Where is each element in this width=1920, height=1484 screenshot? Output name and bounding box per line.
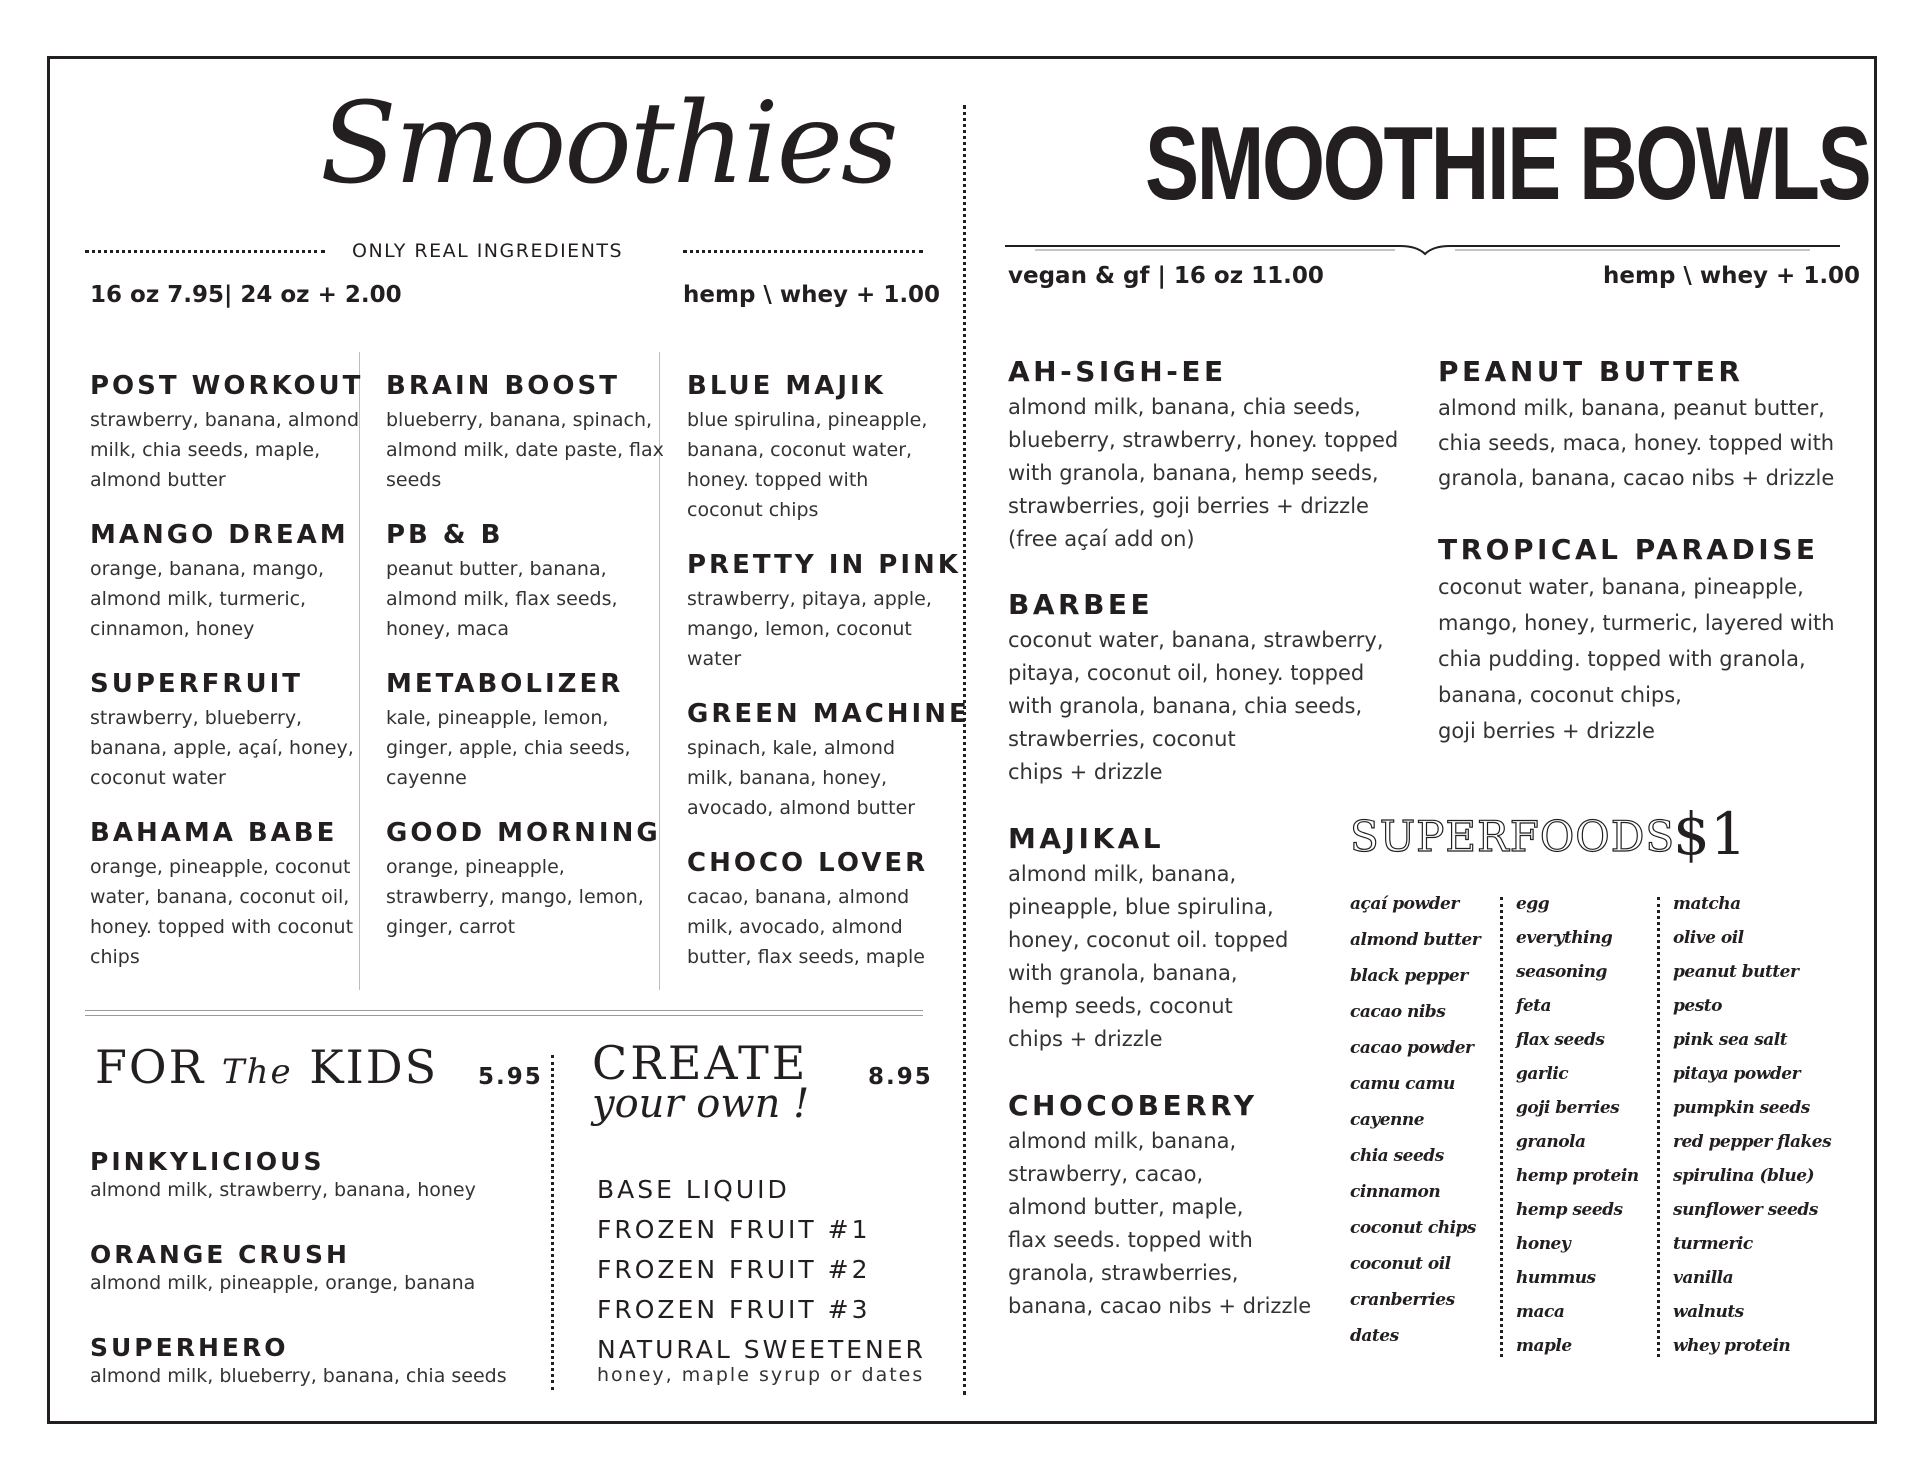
item-desc: coconut water, banana, strawberry, pitaya, coconut oil, honey. topped with granola, banana, chia seeds, strawberries, coconut chips + drizzle (1008, 628, 1384, 784)
dotted-divider (1657, 897, 1660, 1357)
list-item: hemp seeds (1516, 1200, 1623, 1220)
item-name: TROPICAL PARADISE (1438, 533, 1819, 566)
item-name: BAHAMA BABE (90, 818, 338, 848)
list-item: vanilla (1673, 1268, 1734, 1288)
item-name: PB & B (386, 520, 504, 550)
list-item: egg (1516, 894, 1550, 914)
list-item: flax seeds (1516, 1030, 1605, 1050)
item-desc: almond milk, banana, chia seeds, blueberry, strawberry, honey. topped with granola, banana, hemp seeds, strawberries, goji berries + drizzle (free açaí add on) (1008, 395, 1399, 551)
smoothies-addon: hemp \ whey + 1.00 (683, 282, 941, 308)
bowl-item (1008, 355, 1408, 556)
item-desc: almond milk, banana, peanut butter, chia seeds, maca, honey. topped with granola, banana, cacao nibs + drizzle (1438, 396, 1835, 490)
dotted-rule-right (683, 250, 923, 253)
list-item: hemp protein (1516, 1166, 1639, 1186)
kids-item (90, 1147, 550, 1203)
list-item: pitaya powder (1673, 1064, 1801, 1084)
superfoods-column (1673, 893, 1831, 1369)
kids-title (95, 1040, 438, 1094)
superfoods-title: SUPERFOODS (1350, 812, 1676, 861)
list-item: coconut chips (1350, 1218, 1476, 1238)
item-desc: almond milk, banana, strawberry, cacao, almond butter, maple, flax seeds. topped with granola, strawberries, banana, cacao nibs + drizzle (1008, 1129, 1312, 1318)
smoothie-item (687, 847, 937, 972)
list-item: turmeric (1673, 1234, 1753, 1254)
bowls-sizes: vegan & gf | 16 oz 11.00 (1008, 263, 1324, 289)
list-item: cacao powder (1350, 1038, 1474, 1058)
item-desc: blue spirulina, pineapple, banana, coconut water, honey. topped with coconut chips (687, 409, 928, 521)
list-item: camu camu (1350, 1074, 1455, 1094)
item-name: PRETTY IN PINK (687, 550, 961, 580)
create-title-create: CREATE (592, 1036, 809, 1090)
create-step-note: honey, maple syrup or dates (597, 1364, 925, 1386)
list-item: black pepper (1350, 966, 1468, 986)
smoothie-item (90, 370, 380, 495)
item-desc: cacao, banana, almond milk, avocado, almond butter, flax seeds, maple (687, 886, 925, 968)
list-item: pink sea salt (1673, 1030, 1788, 1050)
superfoods-price: $1 (1673, 800, 1747, 868)
item-name: METABOLIZER (386, 669, 624, 699)
list-item: spirulina (blue) (1673, 1166, 1815, 1186)
superfoods-column (1516, 893, 1639, 1369)
smoothies-sizes: 16 oz 7.95| 24 oz + 2.00 (90, 282, 402, 308)
list-item: maca (1516, 1302, 1565, 1322)
item-desc: strawberry, banana, almond milk, chia seeds, maple, almond butter (90, 409, 360, 491)
item-desc: strawberry, pitaya, apple, mango, lemon, coconut water (687, 588, 932, 670)
item-desc: almond milk, banana, pineapple, blue spirulina, honey, coconut oil. topped with granola, banana, hemp seeds, coconut chips + drizzle (1008, 862, 1289, 1051)
item-desc: kale, pineapple, lemon, ginger, apple, chia seeds, cayenne (386, 707, 631, 789)
kids-title-for: FOR (95, 1040, 206, 1094)
list-item: cacao nibs (1350, 1002, 1446, 1022)
list-item: red pepper flakes (1673, 1132, 1832, 1152)
list-item: chia seeds (1350, 1146, 1444, 1166)
item-name: BARBEE (1008, 588, 1154, 621)
item-desc: almond milk, pineapple, orange, banana (90, 1272, 476, 1294)
item-name: BLUE MAJIK (687, 371, 886, 401)
item-desc: orange, banana, mango, almond milk, turmeric, cinnamon, honey (90, 558, 325, 640)
list-item: sunflower seeds (1673, 1200, 1818, 1220)
item-name: SUPERFRUIT (90, 669, 303, 699)
list-item: coconut oil (1350, 1254, 1451, 1274)
item-name: PEANUT BUTTER (1438, 355, 1744, 388)
list-item: hummus (1516, 1268, 1596, 1288)
list-item: dates (1350, 1326, 1399, 1346)
list-item: cranberries (1350, 1290, 1455, 1310)
create-step: NATURAL SWEETENER (597, 1335, 926, 1364)
list-item: almond butter (1350, 930, 1481, 950)
create-step: FROZEN FRUIT #3 (597, 1295, 871, 1324)
list-item: granola (1516, 1132, 1586, 1152)
item-name: POST WORKOUT (90, 371, 364, 401)
item-name: MANGO DREAM (90, 520, 349, 550)
smoothie-bowls-title: SMOOTHIE BOWLS (1145, 106, 1870, 222)
smoothies-title: Smoothies (320, 79, 897, 209)
section-rule (85, 1015, 923, 1016)
list-item: maple (1516, 1336, 1572, 1356)
item-name: CHOCOBERRY (1008, 1089, 1258, 1122)
item-name: GOOD MORNING (386, 818, 661, 848)
bowl-item (1438, 533, 1858, 749)
smoothie-item (386, 370, 676, 495)
section-rule (85, 1010, 923, 1011)
create-title (592, 1036, 810, 1127)
superfoods-column (1350, 893, 1480, 1361)
item-name: GREEN MACHINE (687, 699, 970, 729)
kids-title-kids: KIDS (309, 1040, 439, 1094)
create-step: FROZEN FRUIT #1 (597, 1215, 871, 1244)
dotted-divider (1500, 897, 1503, 1357)
item-desc: orange, pineapple, coconut water, banana, coconut oil, honey. topped with coconut chips (90, 856, 354, 968)
smoothie-item (386, 519, 676, 644)
smoothie-item (386, 817, 676, 942)
list-item: honey (1516, 1234, 1571, 1254)
item-name: MAJIKAL (1008, 822, 1165, 855)
list-item: walnuts (1673, 1302, 1744, 1322)
bowl-item (1008, 1089, 1408, 1323)
list-item: everything (1516, 928, 1613, 948)
center-dotted-divider (963, 105, 966, 1395)
create-title-your-own: your own ! (592, 1081, 810, 1127)
smoothie-item (687, 549, 961, 674)
bowl-item (1008, 588, 1408, 789)
kids-item (90, 1333, 550, 1389)
bowls-addon: hemp \ whey + 1.00 (1603, 263, 1861, 289)
create-price: 8.95 (868, 1064, 933, 1090)
list-item: açaí powder (1350, 894, 1459, 914)
item-desc: almond milk, blueberry, banana, chia seeds (90, 1365, 507, 1387)
item-name: PINKYLICIOUS (90, 1147, 325, 1176)
list-item: feta (1516, 996, 1551, 1016)
list-item: cayenne (1350, 1110, 1425, 1130)
list-item: whey protein (1673, 1336, 1791, 1356)
item-desc: blueberry, banana, spinach, almond milk, date paste, flax seeds (386, 409, 664, 491)
list-item: peanut butter (1673, 962, 1799, 982)
item-name: SUPERHERO (90, 1333, 289, 1362)
list-item: olive oil (1673, 928, 1744, 948)
item-desc: almond milk, strawberry, banana, honey (90, 1179, 476, 1201)
smoothie-item (687, 698, 970, 823)
smoothie-item (687, 370, 937, 525)
list-item: cinnamon (1350, 1182, 1441, 1202)
list-item: seasoning (1516, 962, 1607, 982)
create-step: FROZEN FRUIT #2 (597, 1255, 871, 1284)
item-name: CHOCO LOVER (687, 848, 929, 878)
dotted-rule-left (85, 250, 325, 253)
bowl-item (1008, 822, 1408, 1056)
smoothie-item (90, 668, 380, 793)
list-item: pesto (1673, 996, 1722, 1016)
create-step: BASE LIQUID (597, 1175, 790, 1204)
item-name: AH-SIGH-EE (1008, 355, 1227, 388)
list-item: garlic (1516, 1064, 1569, 1084)
item-desc: strawberry, blueberry, banana, apple, açaí, honey, coconut water (90, 707, 354, 789)
smoothie-item (90, 519, 380, 644)
kids-item (90, 1240, 550, 1296)
bowl-item (1438, 355, 1858, 496)
item-name: BRAIN BOOST (386, 371, 620, 401)
item-desc: peanut butter, banana, almond milk, flax seeds, honey, maca (386, 558, 618, 640)
list-item: pumpkin seeds (1673, 1098, 1810, 1118)
title-ornament-rule (1005, 240, 1840, 260)
smoothie-item (90, 817, 380, 972)
item-desc: orange, pineapple, strawberry, mango, lemon, ginger, carrot (386, 856, 644, 938)
list-item: goji berries (1516, 1098, 1620, 1118)
smoothies-subtitle: ONLY REAL INGREDIENTS (352, 240, 624, 262)
item-name: ORANGE CRUSH (90, 1240, 350, 1269)
smoothie-item (386, 668, 676, 793)
item-desc: spinach, kale, almond milk, banana, honey, avocado, almond butter (687, 737, 916, 819)
item-desc: coconut water, banana, pineapple, mango, honey, turmeric, layered with chia pudding. topped with granola, banana, coconut chips, goji berries + drizzle (1438, 575, 1835, 743)
kids-title-the: The (221, 1052, 293, 1092)
dotted-divider (551, 1055, 554, 1390)
kids-price: 5.95 (478, 1064, 543, 1090)
list-item: matcha (1673, 894, 1741, 914)
